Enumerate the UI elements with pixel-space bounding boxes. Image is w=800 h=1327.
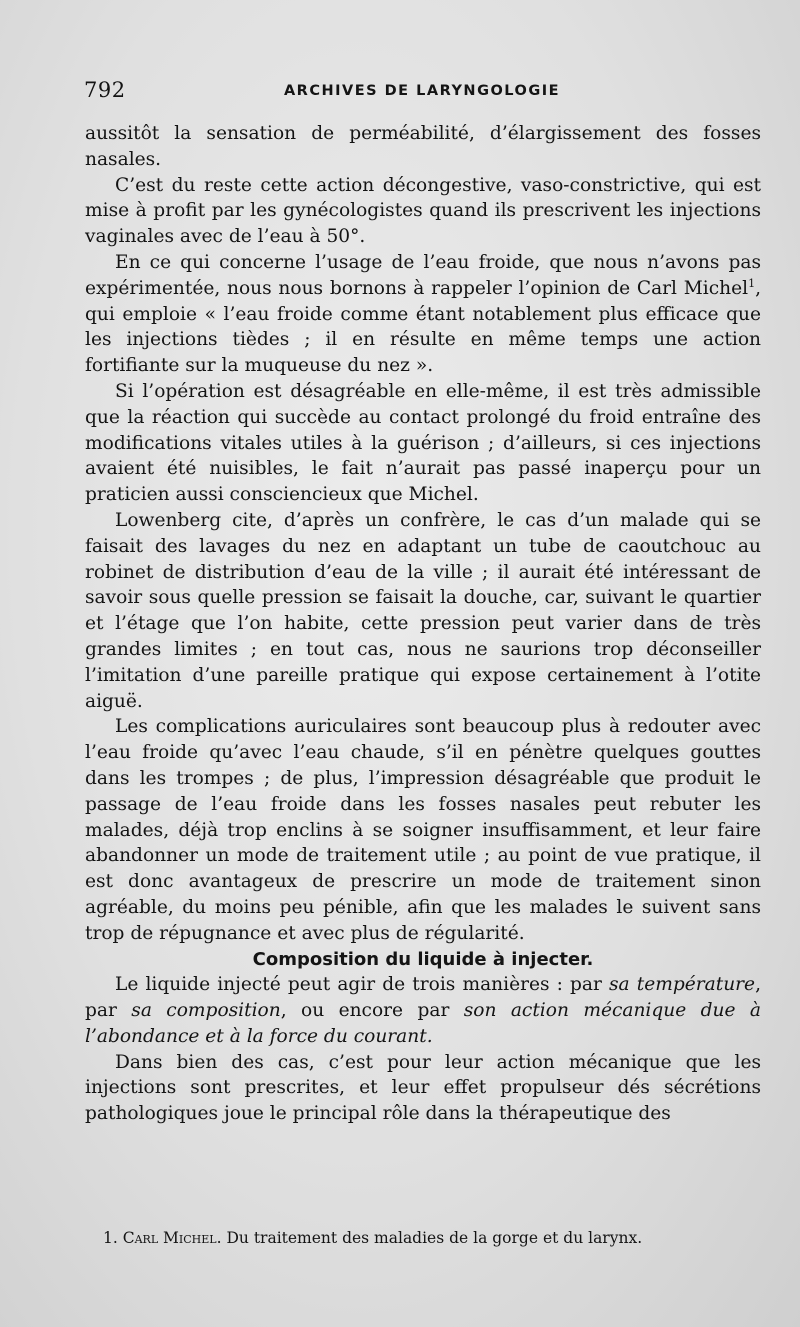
section-heading: Composition du liquide à injecter.: [252, 948, 594, 970]
footnote-text: Du traitement des maladies de la gorge et du larynx.: [226, 1229, 643, 1247]
text-run: En ce qui concerne l’usage de l’eau froide, que nous n’avons pas expérimentée, nous nous bornons à rappeler l’opinion de Carl Michel: [85, 251, 761, 299]
paragraph-mechanical-action: Dans bien des cas, c’est pour leur action mécanique que les injections sont prescrites, et leur effet propulseur dés sécrétions pathologiques joue le principal rôle dans la thérapeutique des: [85, 1051, 761, 1125]
text-run: Le liquide injecté peut agir de trois manières : par: [115, 974, 609, 996]
italic-term: sa composition: [131, 1000, 281, 1022]
running-title: ARCHIVES DE LARYNGOLOGIE: [283, 83, 561, 99]
footnote-reference: 1: [748, 276, 756, 290]
paragraph-cold-water: [85, 250, 761, 379]
page-header: [84, 78, 760, 106]
text-run: , par: [85, 974, 761, 1022]
paragraph-vasoconstrictive: C’est du reste cette action décongestive, vaso-constrictive, qui est mise à profit par les gynécologistes quand ils prescrivent les injections vaginales avec de l’eau à 50°.: [85, 174, 761, 248]
italic-term: sa température: [609, 974, 756, 996]
paragraph-continuation: aussitôt la sensation de perméabilité, d’élargissement des fosses nasales.: [85, 123, 761, 170]
text-run: , ou encore par: [280, 1000, 464, 1022]
page-number: 792: [84, 78, 126, 102]
paragraph-operation: Si l’opération est désagréable en elle-même, il est très admissible que la réaction qui succède au contact prolongé du froid entraîne des modifications vitales utiles à la guérison ; d’ailleurs, si ces injections avaient été nuisibles, le fait n’aurait pas passé inaperçu pour un praticien aussi consciencieux que Michel.: [85, 380, 761, 506]
italic-term: son action mécanique due à l’abondance et à la force du courant.: [85, 1000, 762, 1047]
body-text: [85, 121, 761, 1127]
footnote-number: 1.: [103, 1229, 118, 1247]
footnote-author: Carl Michel.: [122, 1229, 222, 1247]
footnote: [103, 1228, 763, 1248]
text-run: , qui emploie « l’eau froide comme étant notablement plus efficace que les injections tièdes ; il en résulte en même temps une action fortifiante sur la muqueuse du nez ».: [85, 277, 761, 377]
paragraph-three-ways: [85, 972, 761, 1049]
paragraph-lowenberg: Lowenberg cite, d’après un confrère, le cas d’un malade qui se faisait des lavages du nez en adaptant un tube de caoutchouc au robinet de distribution d’eau de la ville ; il aurait été intéressant de savoir sous quelle pression se faisait la douche, car, suivant le quartier et l’étage que l’on habite, cette pression peut varier dans de très grandes limites ; en tout cas, nous ne saurions trop déconseiller l’imitation d’une pareille pratique qui expose certainement à l’otite aiguë.: [85, 509, 761, 712]
paragraph-complications: Les complications auriculaires sont beaucoup plus à redouter avec l’eau froide qu’avec l’eau chaude, s’il en pénètre quelques gouttes dans les trompes ; de plus, l’impression désagréable que produit le passage de l’eau froide dans les fosses nasales peut rebuter les malades, déjà trop enclins à se soigner insuffisamment, et leur faire abandonner un mode de traitement utile ; au point de vue pratique, il est donc avantageux de prescrire un mode de traitement sinon agréable, du moins peu pénible, afin que les malades le suivent sans trop de répugnance et avec plus de régularité.: [85, 716, 761, 944]
